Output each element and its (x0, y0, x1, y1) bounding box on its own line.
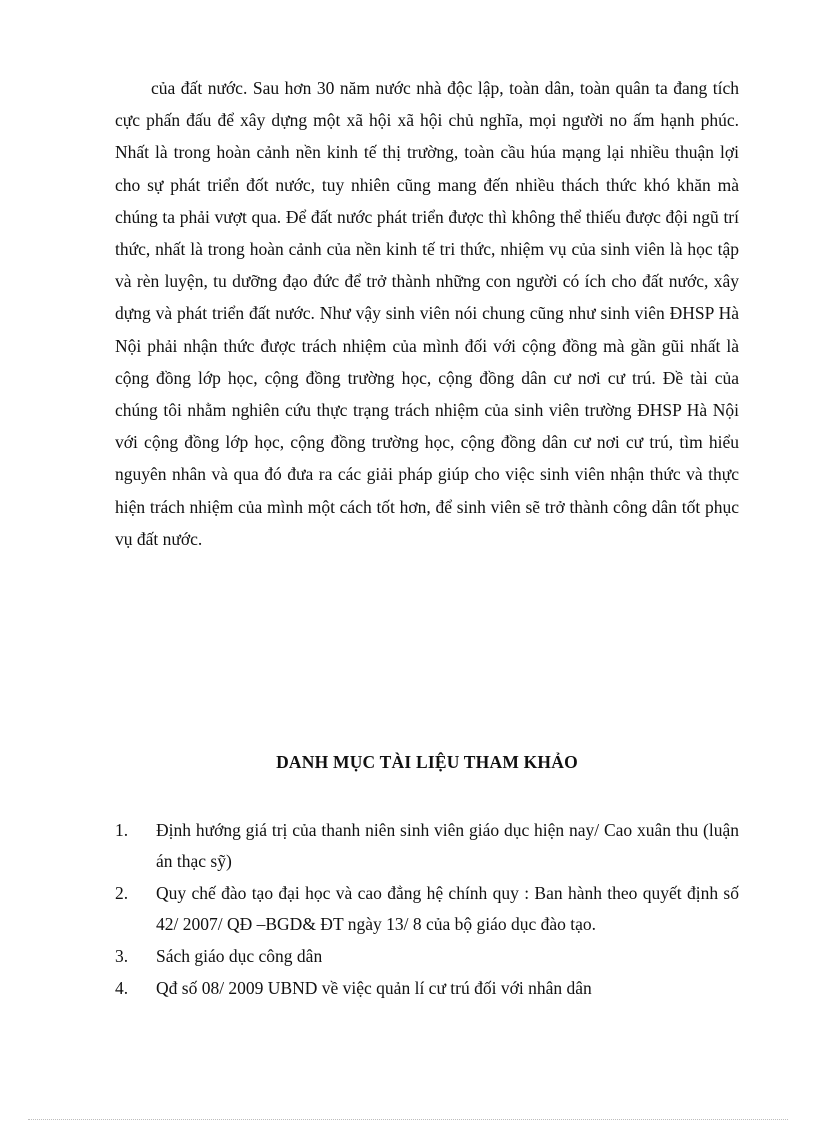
reference-item (115, 941, 739, 972)
reference-item (115, 815, 739, 877)
reference-number: 2. (115, 883, 129, 903)
reference-item (115, 973, 739, 1004)
reference-text: Quy chế đào tạo đại học và cao đẳng hệ chính quy : Ban hành theo quyết định số 42/ 2007/ QĐ –BGD& ĐT ngày 13/ 8 của bộ giáo dục đào tạo. (156, 883, 739, 934)
reference-number: 4. (115, 978, 129, 998)
reference-item (115, 878, 739, 940)
page-bottom-divider (28, 1119, 788, 1120)
reference-text: Sách giáo dục công dân (156, 946, 323, 966)
references-title: DANH MỤC TÀI LIỆU THAM KHẢO (276, 752, 578, 772)
reference-text: Qđ số 08/ 2009 UBND về việc quản lí cư trú đối với nhân dân (156, 978, 592, 998)
reference-text: Định hướng giá trị của thanh niên sinh viên giáo dục hiện nay/ Cao xuân thu (luận án thạc sỹ) (156, 820, 739, 871)
body-paragraph: của đất nước. Sau hơn 30 năm nước nhà độc lập, toàn dân, toàn quân ta đang tích cực phấn đấu để xây dựng một xã hội xã hội chủ nghĩa, mọi người no ấm hạnh phúc. Nhất là trong hoàn cảnh nền kinh tế thị trường, toàn cầu húa mạng lại nhiều thuận lợi cho sự phát triển đốt nước, tuy nhiên cũng mang đến nhiều thách thức khó khăn mà chúng ta phải vượt qua. Để đất nước phát triển được thì không thể thiếu được đội ngũ trí thức, nhất là trong hoàn cảnh của nền kinh tế tri thức, nhiệm vụ của sinh viên là học tập và rèn luyện, tu dưỡng đạo đức để trở thành những con người có ích cho đất nước, xây dựng và phát triển đất nước. Như vậy sinh viên nói chung cũng như sinh viên ĐHSP Hà Nội phải nhận thức được trách nhiệm của mình đối với cộng đồng mà gần gũi nhất là cộng đồng lớp học, cộng đồng trường học, cộng đồng dân cư nơi cư trú. Đề tài của chúng tôi nhằm nghiên cứu thực trạng trách nhiệm của sinh viên trường ĐHSP Hà Nội với cộng đồng lớp học, cộng đồng trường học, cộng đồng dân cư nơi cư trú, tìm hiểu nguyên nhân và qua đó đưa ra các giải pháp giúp cho việc sinh viên nhận thức và thực hiện trách nhiệm của mình một cách tốt hơn, để sinh viên sẽ trở thành công dân tốt phục vụ đất nước. (115, 78, 739, 549)
reference-number: 1. (115, 820, 129, 840)
references-list (115, 815, 739, 1005)
reference-number: 3. (115, 946, 129, 966)
